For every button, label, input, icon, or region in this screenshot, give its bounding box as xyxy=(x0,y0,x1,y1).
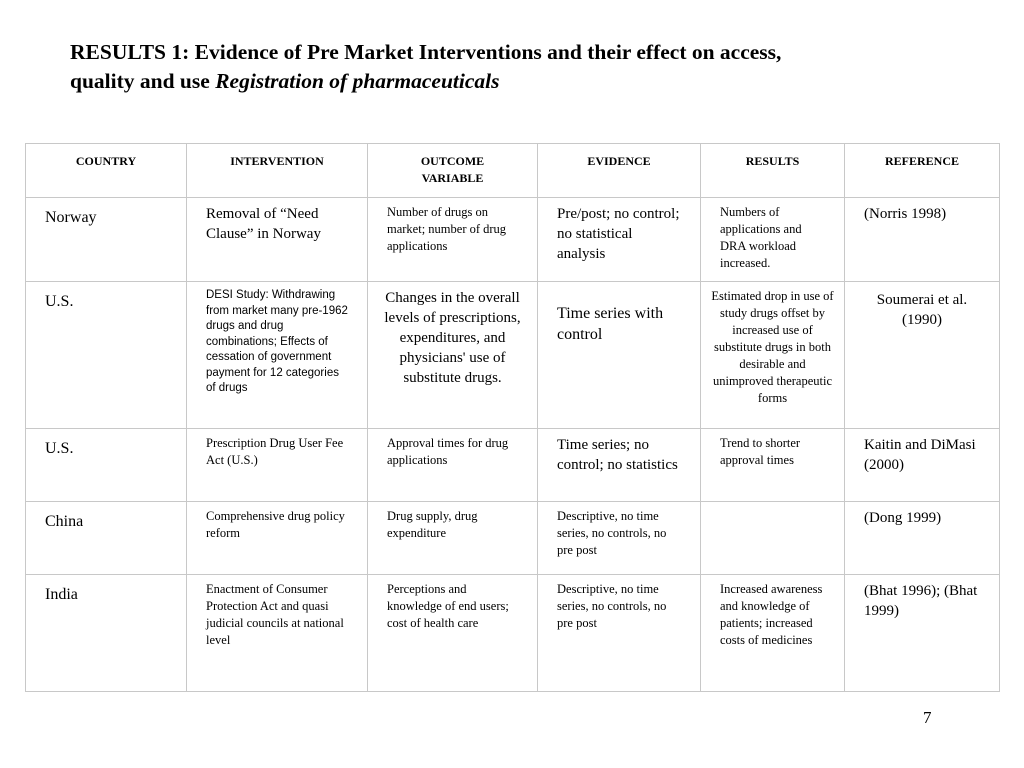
cell-intervention: Removal of “Need Clause” in Norway xyxy=(187,198,368,282)
cell-intervention: DESI Study: Withdrawing from market many pre-1962 drugs and drug combinations; Effects of cessation of government payment for 12 categories of drugs xyxy=(187,282,368,429)
table-header-row xyxy=(26,144,1000,198)
cell-results xyxy=(701,502,845,575)
cell-results: Trend to shorter approval times xyxy=(701,429,845,502)
cell-reference: (Dong 1999) xyxy=(845,502,1000,575)
cell-country: China xyxy=(26,502,187,575)
results-table xyxy=(25,143,1000,692)
header-country: COUNTRY xyxy=(26,144,187,198)
table-row xyxy=(26,198,1000,282)
header-evidence: EVIDENCE xyxy=(538,144,701,198)
cell-outcome: Perceptions and knowledge of end users; cost of health care xyxy=(368,575,538,692)
cell-reference: (Bhat 1996); (Bhat 1999) xyxy=(845,575,1000,692)
cell-intervention: Prescription Drug User Fee Act (U.S.) xyxy=(187,429,368,502)
header-results: RESULTS xyxy=(701,144,845,198)
cell-country: U.S. xyxy=(26,282,187,429)
cell-evidence: Descriptive, no time series, no controls, no pre post xyxy=(538,575,701,692)
title-subtitle-italic: Registration of pharmaceuticals xyxy=(215,69,500,93)
table-row xyxy=(26,575,1000,692)
cell-outcome: Drug supply, drug expenditure xyxy=(368,502,538,575)
cell-intervention: Comprehensive drug policy reform xyxy=(187,502,368,575)
cell-intervention: Enactment of Consumer Protection Act and quasi judicial councils at national level xyxy=(187,575,368,692)
table-row xyxy=(26,282,1000,429)
cell-evidence: Time series; no control; no statistics xyxy=(538,429,701,502)
cell-country: U.S. xyxy=(26,429,187,502)
cell-outcome: Changes in the overall levels of prescriptions, expenditures, and physicians' use of substitute drugs. xyxy=(368,282,538,429)
cell-country: India xyxy=(26,575,187,692)
cell-evidence: Pre/post; no control; no statistical analysis xyxy=(538,198,701,282)
cell-reference: Kaitin and DiMasi (2000) xyxy=(845,429,1000,502)
cell-outcome: Number of drugs on market; number of drug applications xyxy=(368,198,538,282)
cell-evidence: Descriptive, no time series, no controls, no pre post xyxy=(538,502,701,575)
cell-evidence: Time series with control xyxy=(538,282,701,429)
cell-outcome: Approval times for drug applications xyxy=(368,429,538,502)
header-outcome-variable: OUTCOME VARIABLE xyxy=(368,144,538,198)
slide-title xyxy=(70,38,970,96)
page-number: 7 xyxy=(923,708,932,727)
cell-results: Increased awareness and knowledge of patients; increased costs of medicines xyxy=(701,575,845,692)
header-intervention: INTERVENTION xyxy=(187,144,368,198)
header-reference: REFERENCE xyxy=(845,144,1000,198)
cell-reference: Soumerai et al. (1990) xyxy=(845,282,1000,429)
table-row xyxy=(26,502,1000,575)
title-line-2: quality and use xyxy=(70,69,216,93)
cell-results: Estimated drop in use of study drugs offset by increased use of substitute drugs in both desirable and unimproved therapeutic forms xyxy=(701,282,845,429)
cell-results: Numbers of applications and DRA workload increased. xyxy=(701,198,845,282)
title-line-1: RESULTS 1: Evidence of Pre Market Interventions and their effect on access, xyxy=(70,40,782,64)
cell-country: Norway xyxy=(26,198,187,282)
cell-reference: (Norris 1998) xyxy=(845,198,1000,282)
table-row xyxy=(26,429,1000,502)
